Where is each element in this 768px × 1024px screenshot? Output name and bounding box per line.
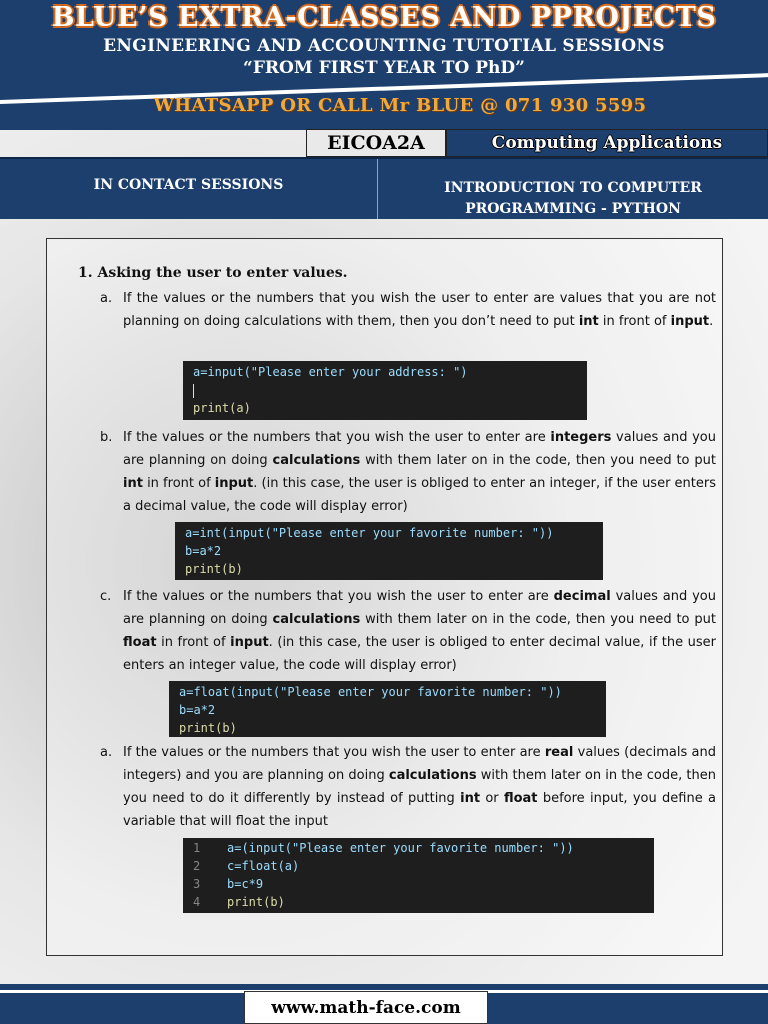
header-banner: [0, 0, 768, 130]
footer-url[interactable]: www.math-face.com: [244, 991, 488, 1024]
section-heading: 1. Asking the user to enter values.: [78, 265, 348, 281]
page-title: BLUE’S EXTRA-CLASSES AND PPROJECTS: [51, 2, 717, 33]
course-name: Computing Applications: [446, 129, 768, 157]
list-item-text: If the values or the numbers that you wish the user to enter are real values (decimals and integers) and you are planning on doing calculations with them later on in the code, then you need to do it differently by instead of putting int or float before input, you define a variable that will float the input: [123, 745, 717, 829]
contact-line: WHATSAPP OR CALL Mr BLUE @ 071 930 5595: [153, 95, 647, 116]
session-type: IN CONTACT SESSIONS: [0, 159, 378, 219]
list-item: [100, 426, 716, 518]
course-code: EICOA2A: [306, 129, 446, 157]
code-line: print(b): [179, 721, 237, 735]
list-marker: b.: [100, 430, 113, 445]
code-cursor: [193, 381, 577, 399]
code-line: 1 a=(input("Please enter your favorite number: ")): [193, 841, 574, 855]
list-item-text: If the values or the numbers that you wish the user to enter are decimal values and you are planning on doing calculations with them later on in the code, then you need to put float in front of input. (in this case, the user is obliged to enter decimal value, if the user enters an integer value, the code will display error): [123, 589, 716, 673]
list-marker: a.: [100, 745, 113, 760]
code-block: [169, 681, 606, 737]
list-marker: a.: [100, 291, 113, 306]
code-block: [183, 838, 654, 913]
code-line: 2 c=float(a): [193, 859, 300, 873]
code-line: print(a): [193, 401, 251, 415]
page-quote: “FROM FIRST YEAR TO PhD”: [243, 58, 525, 78]
code-line: a=input("Please enter your address: "): [193, 365, 468, 379]
list-item-text: If the values or the numbers that you wish the user to enter are integers values and you are planning on doing calculations with them later on in the code, then you need to put int in front of input. (in this case, the user is obliged to enter an integer, if the user enters a decimal value, the code will display error): [123, 430, 716, 514]
course-row: [306, 129, 768, 157]
list-marker: c.: [100, 589, 112, 604]
list-item: [100, 287, 716, 333]
list-item: [100, 741, 716, 833]
code-block: [183, 361, 587, 420]
code-line: a=float(input("Please enter your favorite number: ")): [179, 685, 562, 699]
code-line: b=a*2: [179, 703, 216, 717]
topic: [378, 159, 768, 219]
code-line: print(b): [185, 562, 243, 576]
list-item-text: If the values or the numbers that you wish the user to enter are values that you are not planning on doing calculations with them, then you don’t need to put int in front of input.: [123, 291, 716, 329]
page-subtitle: ENGINEERING AND ACCOUNTING TUTOTIAL SESSIONS: [103, 36, 665, 56]
code-line: 4 print(b): [193, 895, 285, 909]
topic-line-1: INTRODUCTION TO COMPUTER: [444, 180, 702, 196]
list-item: [100, 585, 716, 677]
code-block: [175, 522, 603, 580]
code-line: 3 b=c*9: [193, 877, 264, 891]
topic-line-2: PROGRAMMING - PYTHON: [465, 201, 681, 217]
code-line: b=a*2: [185, 544, 222, 558]
session-band: [0, 157, 768, 219]
code-line: a=int(input("Please enter your favorite number: ")): [185, 526, 554, 540]
